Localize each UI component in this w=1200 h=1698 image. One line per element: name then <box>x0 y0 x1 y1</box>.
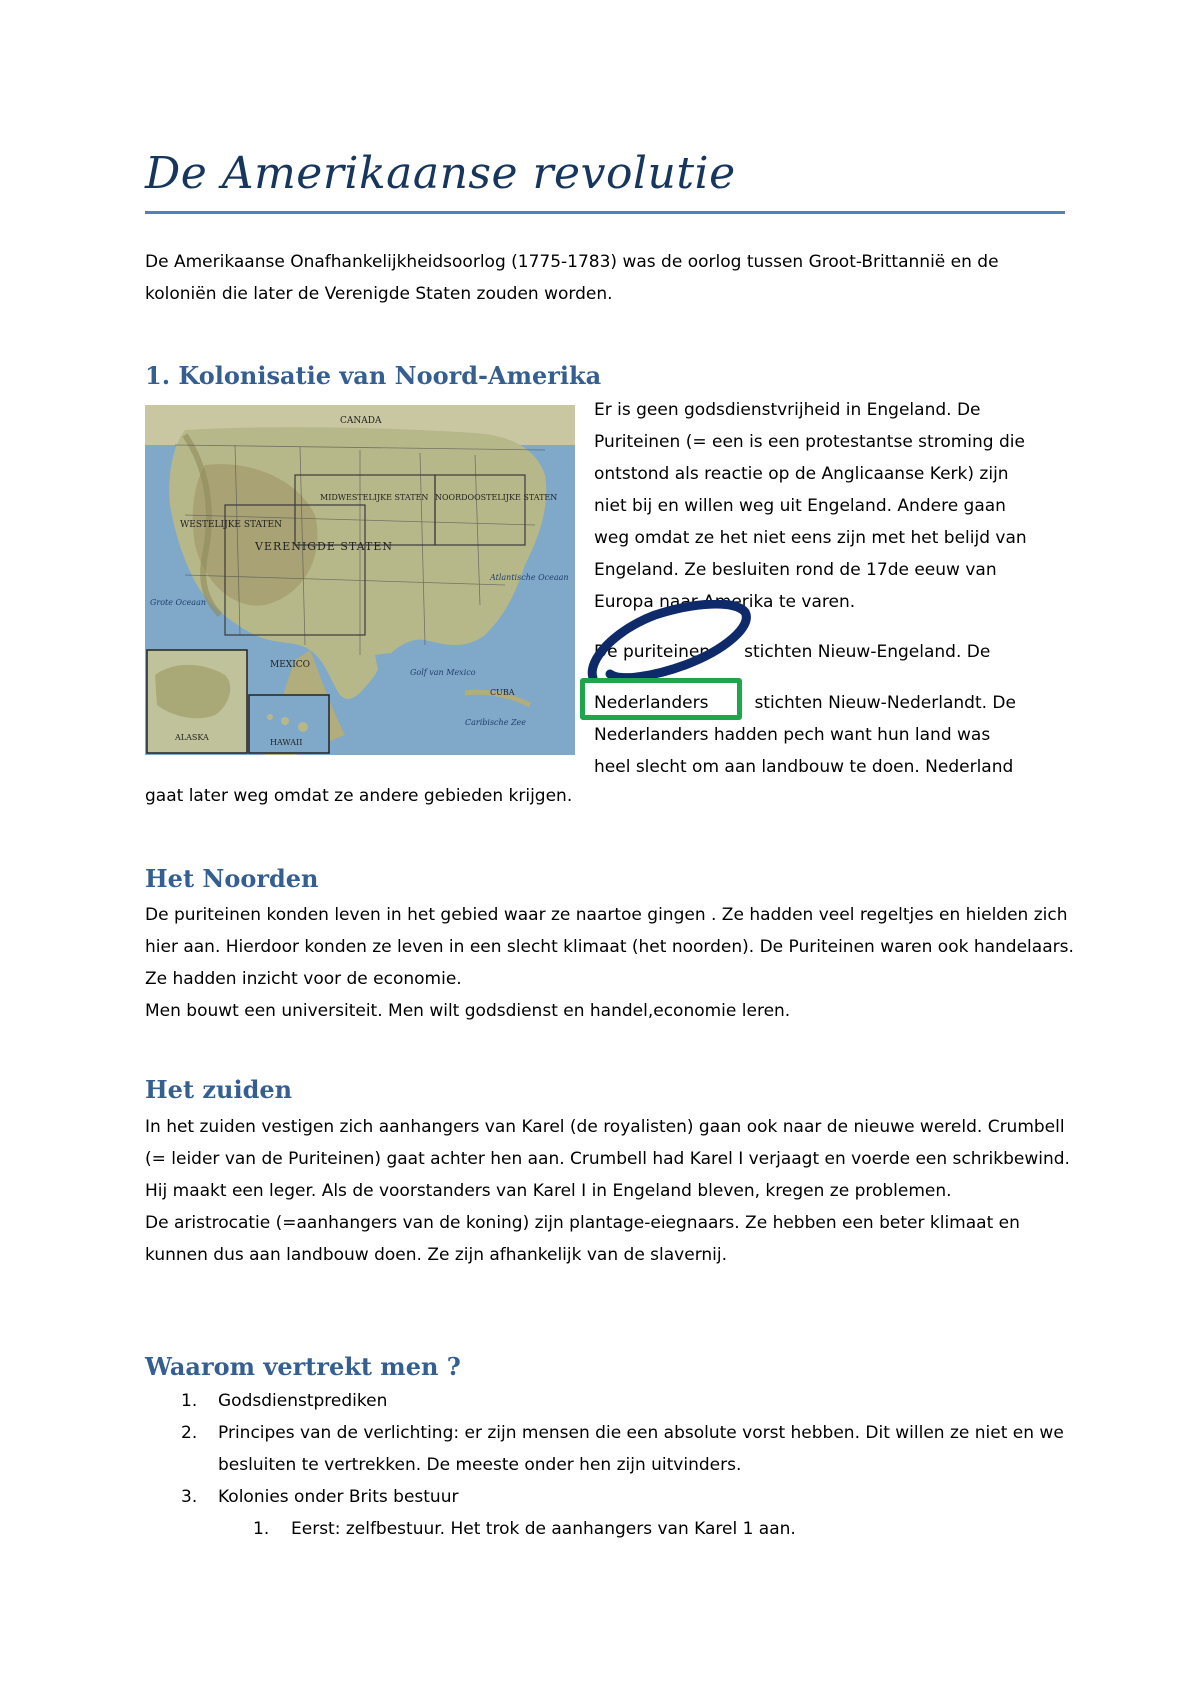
intro-paragraph: De Amerikaanse Onafhankelijkheidsoorlog (1775-1783) was de oorlog tussen Groot-Brittannië en de koloniën die later de Verenigde Staten zouden worden. <box>145 252 999 304</box>
us-map-image <box>145 405 575 755</box>
text-line: ontstond als reactie op de Anglicaanse Kerk) zijn <box>594 464 1009 484</box>
kolonisatie-text-bottom: gaat later weg omdat ze andere gebieden krijgen. <box>145 786 573 806</box>
text-line: weg omdat ze het niet eens zijn met het belijd van <box>594 528 1027 548</box>
text-line: Er is geen godsdienstvrijheid in Engeland. De <box>594 400 981 420</box>
map-label-us: VERENIGDE STATEN <box>255 540 393 553</box>
map-label-pacific: Grote Oceaan <box>150 598 206 607</box>
puriteinen-word: De puriteinen <box>594 642 711 662</box>
text-line: heel slecht om aan landbouw te doen. Nederland <box>594 757 1014 777</box>
nederlanders-word: Nederlanders <box>594 693 709 713</box>
list-number: 3. <box>181 1487 198 1507</box>
document-title: De Amerikaanse revolutie <box>145 148 736 199</box>
text-line: Nederlanders hadden pech want hun land was <box>594 725 991 745</box>
heading-waarom: Waarom vertrekt men ? <box>145 1352 461 1381</box>
text-line: Puriteinen (= een is een protestantse stroming die <box>594 432 1025 452</box>
list-text: Eerst: zelfbestuur. Het trok de aanhangers van Karel 1 aan. <box>291 1519 796 1539</box>
map-label-gulf: Golf van Mexico <box>410 668 476 677</box>
noorden-text: De puriteinen konden leven in het gebied waar ze naartoe gingen . Ze hadden veel regeltjes en hielden zich hier aan. Hierdoor konden ze leven in een slecht klimaat (het noorden). De Puriteinen waren ook handelaars. Ze hadden inzicht voor de economie. <box>145 905 1074 989</box>
zuiden-paragraph <box>145 1111 1075 1271</box>
noorden-paragraph <box>145 899 1075 1027</box>
reasons-list <box>145 1385 1075 1513</box>
nederlanders-rest: stichten Nieuw-Nederlandt. De <box>754 693 1016 713</box>
map-label-atlantic: Atlantische Oceaan <box>490 573 569 582</box>
list-text: Godsdienstprediken <box>218 1391 388 1411</box>
map-label-west: WESTELIJKE STATEN <box>180 520 282 530</box>
map-label-cuba: CUBA <box>490 688 515 697</box>
map-inset-hawaii <box>249 695 329 753</box>
list-number: 1. <box>253 1519 270 1539</box>
title-underline <box>145 211 1065 214</box>
text-line: niet bij en willen weg uit Engeland. Andere gaan <box>594 496 1006 516</box>
svg-text:HAWAII: HAWAII <box>270 738 303 747</box>
heading-zuiden: Het zuiden <box>145 1075 293 1104</box>
map-label-northeast: NOORDOOSTELIJKE STATEN <box>435 493 558 502</box>
hand-drawn-ellipse-annotation <box>585 600 755 690</box>
list-item <box>145 1417 1075 1481</box>
map-inset-alaska <box>147 650 247 753</box>
heading-kolonisatie: 1. Kolonisatie van Noord-Amerika <box>145 361 602 390</box>
list-item <box>145 1481 1075 1513</box>
list-number: 2. <box>181 1423 198 1443</box>
list-text: Principes van de verlichting: er zijn mensen die een absolute vorst hebben. Dit willen ze niet en we besluiten te vertrekken. De meeste onder hen zijn uitvinders. <box>218 1423 1064 1475</box>
kolonisatie-text-right <box>594 394 1074 618</box>
map-label-canada: CANADA <box>340 416 382 426</box>
heading-noorden: Het Noorden <box>145 864 319 893</box>
zuiden-text-2: De aristrocatie (=aanhangers van de koning) zijn plantage-eiegnaars. Ze hebben een beter klimaat en kunnen dus aan landbouw doen. Ze zijn afhankelijk van de slavernij. <box>145 1213 1020 1265</box>
list-text: Kolonies onder Brits bestuur <box>218 1487 459 1507</box>
zuiden-text: In het zuiden vestigen zich aanhangers van Karel (de royalisten) gaan ook naar de nieuwe wereld. Crumbell (= leider van de Puriteinen) gaat achter hen aan. Crumbell had Karel I verjaagt en voerde een schrikbewind. Hij maakt een leger. Als de voorstanders van Karel I in Engeland bleven, kregen ze problemen. <box>145 1117 1070 1201</box>
map-label-caribbean: Caribische Zee <box>465 718 526 727</box>
svg-text:ALASKA: ALASKA <box>175 733 209 742</box>
list-item <box>145 1385 1075 1417</box>
map-label-mexico: MEXICO <box>270 660 311 670</box>
puriteinen-rest: stichten Nieuw-Engeland. De <box>744 642 991 662</box>
text-line: Europa naar Amerika te varen. <box>594 592 856 612</box>
list-number: 1. <box>181 1391 198 1411</box>
noorden-text-2: Men bouwt een universiteit. Men wilt godsdienst en handel,economie leren. <box>145 1001 791 1021</box>
kolonisatie-text-after <box>594 719 1074 783</box>
text-line: Engeland. Ze besluiten rond de 17de eeuw van <box>594 560 997 580</box>
highlight-box-annotation <box>580 678 742 720</box>
map-label-midwest: MIDWESTELIJKE STATEN <box>320 493 429 502</box>
